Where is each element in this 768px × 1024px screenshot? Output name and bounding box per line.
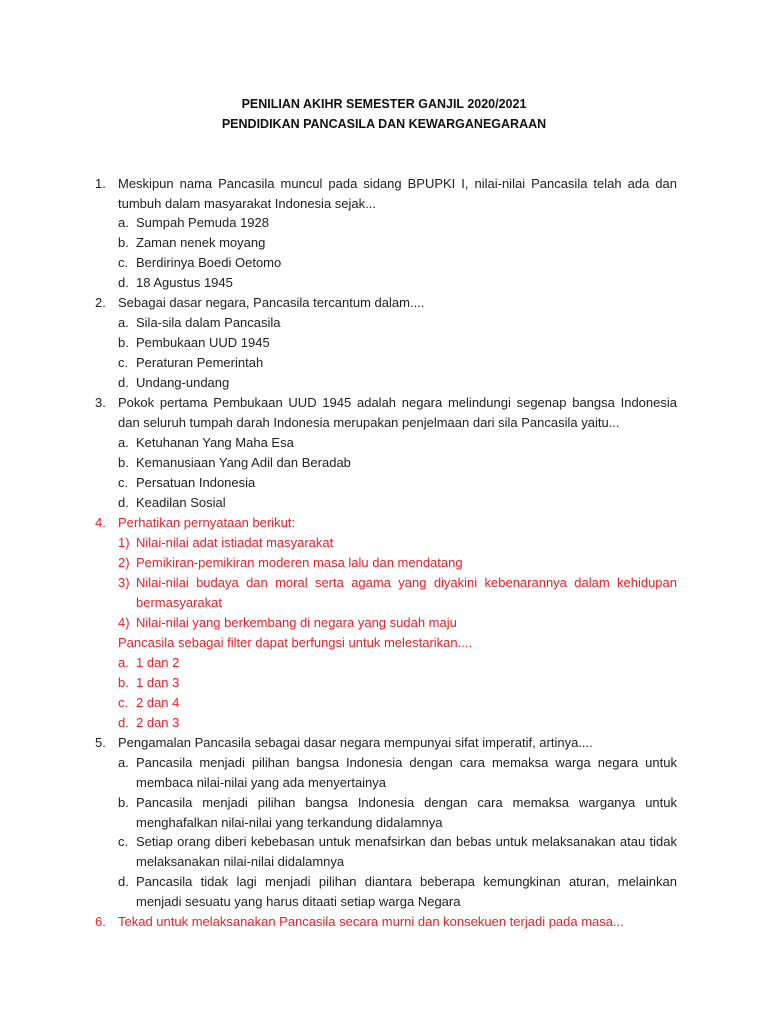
question-4 bbox=[95, 513, 677, 533]
question-2 bbox=[95, 293, 677, 313]
option-text: Pancasila menjadi pilihan bangsa Indonesia dengan cara memaksa warga negara untuk membaca nilai-nilai yang ada menyertainya bbox=[136, 755, 677, 790]
option-text: Kemanusiaan Yang Adil dan Beradab bbox=[136, 455, 351, 470]
question-number: 2. bbox=[95, 295, 106, 310]
question-5-option-a bbox=[118, 753, 677, 793]
question-1 bbox=[95, 174, 677, 214]
subject-title: PENDIDIKAN PANCASILA DAN KEWARGANEGARAAN bbox=[221, 117, 547, 131]
statement-text: Nilai-nilai adat istiadat masyarakat bbox=[136, 535, 334, 550]
option-label: a. bbox=[118, 755, 129, 770]
statement-label: 1) bbox=[118, 535, 130, 550]
question-1-option-b bbox=[118, 233, 677, 253]
question-4-statement-2 bbox=[118, 553, 677, 573]
option-text: 1 dan 2 bbox=[136, 655, 180, 670]
option-text: Setiap orang diberi kebebasan untuk menafsirkan dan bebas untuk melaksanakan atau tidak melaksanakan nilai-nilai didalamnya bbox=[136, 834, 677, 869]
option-text: Berdirinya Boedi Oetomo bbox=[136, 255, 282, 270]
option-text: Sila-sila dalam Pancasila bbox=[136, 315, 281, 330]
question-4-option-a bbox=[118, 653, 677, 673]
question-4-statement-4 bbox=[118, 613, 677, 633]
option-label: b. bbox=[118, 235, 129, 250]
option-text: Peraturan Pemerintah bbox=[136, 355, 264, 370]
option-label: d. bbox=[118, 275, 129, 290]
option-label: a. bbox=[118, 215, 129, 230]
statement-label: 2) bbox=[118, 555, 130, 570]
question-text: Meskipun nama Pancasila muncul pada sidang BPUPKI I, nilai-nilai Pancasila telah ada dan tumbuh dalam masyarakat Indonesia sejak... bbox=[118, 176, 677, 211]
question-3-option-a bbox=[118, 433, 677, 453]
question-text: Perhatikan pernyataan berikut: bbox=[118, 515, 296, 530]
question-5-option-d bbox=[118, 872, 677, 912]
question-number: 1. bbox=[95, 176, 106, 191]
question-2-option-c bbox=[118, 353, 677, 373]
question-number: 4. bbox=[95, 515, 106, 530]
option-label: a. bbox=[118, 435, 129, 450]
option-label: b. bbox=[118, 675, 129, 690]
exam-title: PENILIAN AKIHR SEMESTER GANJIL 2020/2021 bbox=[241, 97, 527, 111]
option-label: d. bbox=[118, 874, 129, 889]
statement-text: Nilai-nilai yang berkembang di negara yang sudah maju bbox=[136, 615, 457, 630]
question-prompt: Pancasila sebagai filter dapat berfungsi untuk melestarikan.... bbox=[118, 635, 473, 650]
question-3 bbox=[95, 393, 677, 433]
option-label: d. bbox=[118, 375, 129, 390]
option-label: c. bbox=[118, 255, 129, 270]
document-header bbox=[0, 94, 768, 134]
question-text: Tekad untuk melaksanakan Pancasila secara murni dan konsekuen terjadi pada masa... bbox=[118, 914, 624, 929]
question-4-statement-3 bbox=[118, 573, 677, 613]
option-label: a. bbox=[118, 655, 129, 670]
question-5 bbox=[95, 733, 677, 753]
question-3-option-b bbox=[118, 453, 677, 473]
question-6 bbox=[95, 912, 677, 932]
option-label: c. bbox=[118, 355, 129, 370]
option-text: 18 Agustus 1945 bbox=[136, 275, 233, 290]
option-text: Keadilan Sosial bbox=[136, 495, 226, 510]
question-4-option-c bbox=[118, 693, 677, 713]
question-3-option-c bbox=[118, 473, 677, 493]
question-4-prompt bbox=[95, 633, 677, 653]
statement-label: 3) bbox=[118, 575, 130, 590]
question-5-option-c bbox=[118, 832, 677, 872]
option-text: Persatuan Indonesia bbox=[136, 475, 256, 490]
option-text: Sumpah Pemuda 1928 bbox=[136, 215, 269, 230]
option-label: d. bbox=[118, 495, 129, 510]
option-label: c. bbox=[118, 695, 129, 710]
question-5-option-b bbox=[118, 793, 677, 833]
option-text: Undang-undang bbox=[136, 375, 230, 390]
option-label: c. bbox=[118, 475, 129, 490]
question-text: Pokok pertama Pembukaan UUD 1945 adalah negara melindungi segenap bangsa Indonesia dan seluruh tumpah darah Indonesia merupakan penjelmaan dari sila Pancasila yaitu... bbox=[118, 395, 677, 430]
option-text: Zaman nenek moyang bbox=[136, 235, 266, 250]
question-number: 5. bbox=[95, 735, 106, 750]
question-1-option-c bbox=[118, 253, 677, 273]
statement-text: Pemikiran-pemikiran moderen masa lalu dan mendatang bbox=[136, 555, 463, 570]
question-text: Pengamalan Pancasila sebagai dasar negara mempunyai sifat imperatif, artinya.... bbox=[118, 735, 593, 750]
question-2-option-d bbox=[118, 373, 677, 393]
option-text: Pancasila tidak lagi menjadi pilihan diantara beberapa kemungkinan aturan, melainkan menjadi sesuatu yang harus ditaati setiap warga Negara bbox=[136, 874, 677, 909]
option-label: c. bbox=[118, 834, 129, 849]
question-text: Sebagai dasar negara, Pancasila tercantum dalam.... bbox=[118, 295, 425, 310]
question-4-statement-1 bbox=[118, 533, 677, 553]
question-1-option-a bbox=[118, 213, 677, 233]
question-3-option-d bbox=[118, 493, 677, 513]
statement-label: 4) bbox=[118, 615, 130, 630]
statement-text: Nilai-nilai budaya dan moral serta agama yang diyakini kebenarannya dalam kehidupan bermasyarakat bbox=[136, 575, 677, 610]
option-label: b. bbox=[118, 795, 129, 810]
question-4-option-d bbox=[118, 713, 677, 733]
question-2-option-b bbox=[118, 333, 677, 353]
question-1-option-d bbox=[118, 273, 677, 293]
question-number: 6. bbox=[95, 914, 106, 929]
option-text: 1 dan 3 bbox=[136, 675, 180, 690]
option-label: b. bbox=[118, 335, 129, 350]
option-label: d. bbox=[118, 715, 129, 730]
question-number: 3. bbox=[95, 395, 106, 410]
option-text: Pancasila menjadi pilihan bangsa Indonesia dengan cara memaksa warganya untuk menghafalkan nilai-nilai yang terkandung didalamnya bbox=[136, 795, 677, 830]
question-4-option-b bbox=[118, 673, 677, 693]
option-text: 2 dan 3 bbox=[136, 715, 180, 730]
option-text: Pembukaan UUD 1945 bbox=[136, 335, 270, 350]
option-label: a. bbox=[118, 315, 129, 330]
question-2-option-a bbox=[118, 313, 677, 333]
option-label: b. bbox=[118, 455, 129, 470]
option-text: 2 dan 4 bbox=[136, 695, 180, 710]
option-text: Ketuhanan Yang Maha Esa bbox=[136, 435, 294, 450]
